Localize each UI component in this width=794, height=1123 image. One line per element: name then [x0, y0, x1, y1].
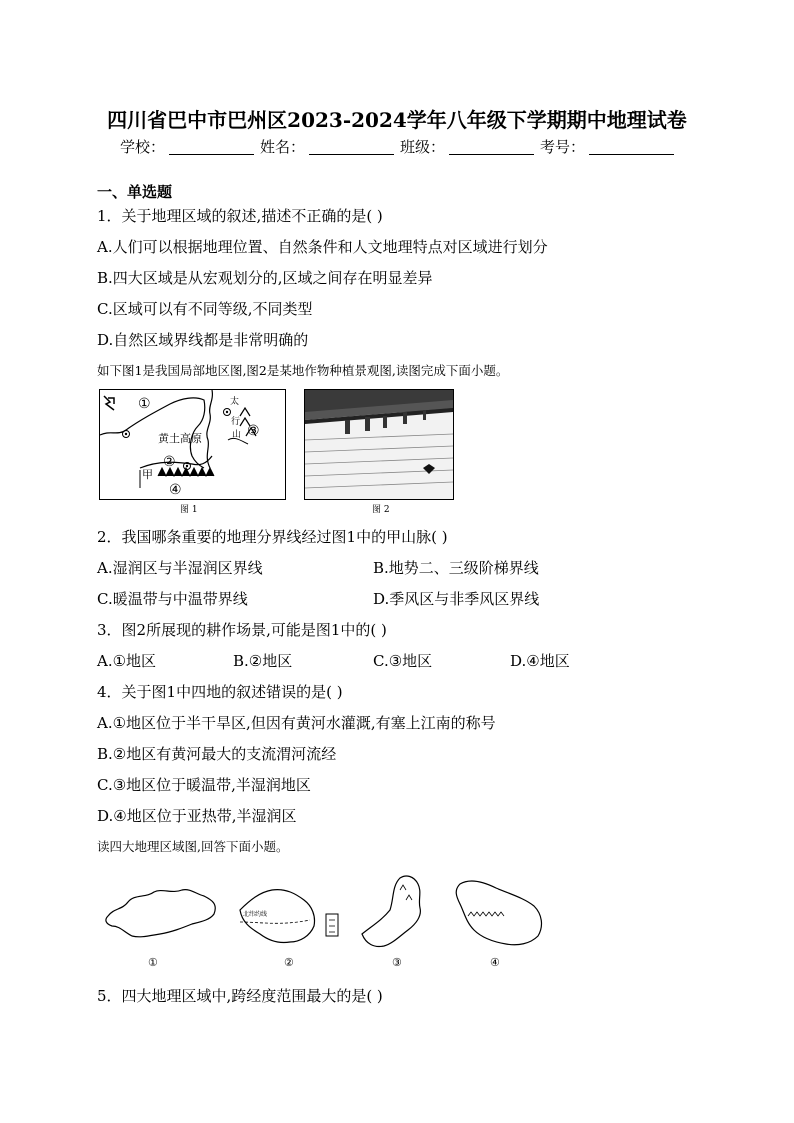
region-label-3: ③ — [392, 956, 402, 969]
farming-scene-graphic — [305, 390, 453, 499]
school-label: 学校： — [120, 138, 166, 156]
map-label-3: ③ — [247, 423, 260, 439]
regional-map-graphic — [100, 390, 285, 499]
q2-option-c: C.暖温带与中温带界线 — [97, 590, 248, 608]
map-label-shan: 山 — [232, 430, 242, 440]
figure-1-map — [99, 389, 286, 500]
region-label-1: ① — [148, 956, 158, 969]
class-blank[interactable] — [449, 138, 534, 155]
map-label-loess-plateau: 黄土高原 — [158, 432, 202, 445]
q1-option-a: A.人们可以根据地理位置、自然条件和人文地理特点对区域进行划分 — [97, 238, 548, 256]
q4-stem: 4．关于图1中四地的叙述错误的是( ) — [97, 683, 343, 701]
q4-option-d: D.④地区位于亚热带,半湿润区 — [97, 807, 297, 825]
name-label: 姓名： — [260, 138, 306, 156]
student-info-row — [120, 136, 680, 157]
q1-stem: 1．关于地理区域的叙述,描述不正确的是( ) — [97, 207, 383, 225]
map-label-jia: 甲 — [142, 468, 153, 481]
class-label: 班级： — [400, 138, 446, 156]
region-2-mini-label: 北纬约线 — [243, 911, 268, 918]
q5-stem: 5．四大地理区域中,跨经度范围最大的是( ) — [97, 987, 383, 1005]
q2-stem: 2．我国哪条重要的地理分界线经过图1中的甲山脉( ) — [97, 528, 448, 546]
map-label-hang: 行 — [231, 417, 241, 427]
region-label-4: ④ — [490, 956, 500, 969]
q3-option-a: A.①地区 — [97, 652, 157, 670]
intro-four-regions: 读四大地理区域图,回答下面小题。 — [97, 839, 289, 854]
four-regions-figure — [100, 870, 560, 970]
exam-number-label: 考号： — [540, 138, 586, 156]
exam-number-blank[interactable] — [589, 138, 674, 155]
q1-option-c: C.区域可以有不同等级,不同类型 — [97, 300, 313, 318]
map-label-2: ② — [163, 454, 176, 470]
section-heading: 一、单选题 — [97, 183, 173, 201]
map-label-4: ④ — [169, 482, 182, 498]
q3-option-b: B.②地区 — [233, 652, 293, 670]
q3-stem: 3．图2所展现的耕作场景,可能是图1中的( ) — [97, 621, 387, 639]
name-blank[interactable] — [309, 138, 394, 155]
q1-option-d: D.自然区域界线都是非常明确的 — [97, 331, 309, 349]
q4-option-a: A.①地区位于半干旱区,但因有黄河水灌溉,有塞上江南的称号 — [97, 714, 496, 732]
intro-figure-1-2: 如下图1是我国局部地区图,图2是某地作物种植景观图,读图完成下面小题。 — [97, 363, 509, 378]
q4-option-b: B.②地区有黄河最大的支流渭河流经 — [97, 745, 337, 763]
q3-option-d: D.④地区 — [510, 652, 570, 670]
q2-option-d: D.季风区与非季风区界线 — [373, 590, 540, 608]
region-label-2: ② — [284, 956, 294, 969]
q4-option-c: C.③地区位于暖温带,半湿润地区 — [97, 776, 311, 794]
figure-1-caption: 图 1 — [180, 505, 198, 515]
q2-option-a: A.湿润区与半湿润区界线 — [97, 559, 263, 577]
map-label-1: ① — [138, 396, 151, 412]
map-label-tai: 太 — [230, 397, 240, 407]
figure-2-photo — [304, 389, 454, 500]
page-title: 四川省巴中市巴州区2023-2024学年八年级下学期期中地理试卷 — [107, 108, 687, 132]
q2-option-b: B.地势二、三级阶梯界线 — [373, 559, 539, 577]
school-blank[interactable] — [169, 138, 254, 155]
q3-option-c: C.③地区 — [373, 652, 433, 670]
figure-2-caption: 图 2 — [372, 505, 390, 515]
q1-option-b: B.四大区域是从宏观划分的,区域之间存在明显差异 — [97, 269, 433, 287]
